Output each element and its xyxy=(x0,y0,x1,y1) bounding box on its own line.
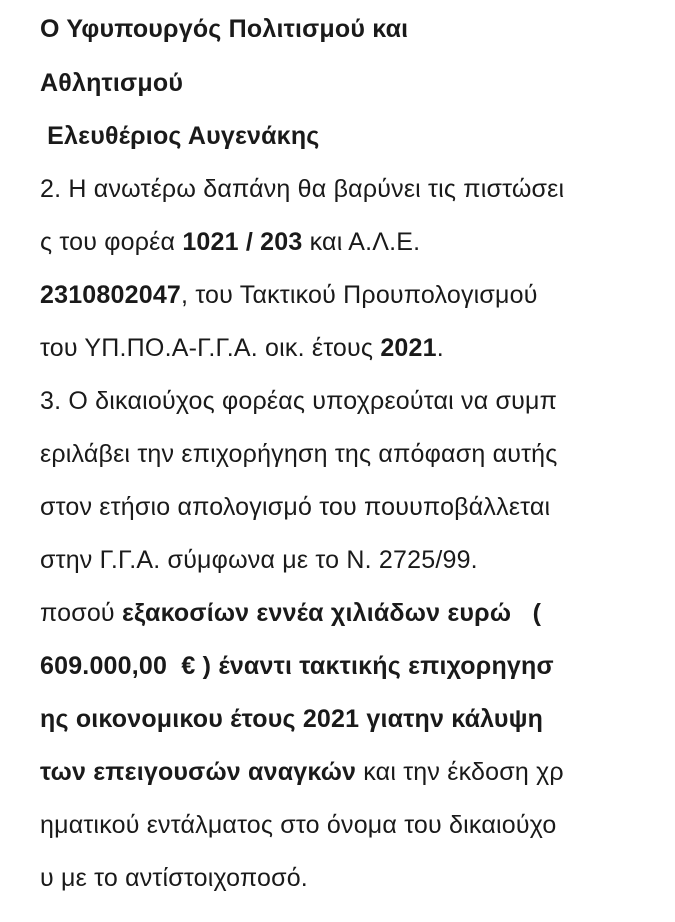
text-run: ς του φορέα xyxy=(40,228,183,256)
urgent-needs-text: των επειγουσών αναγκών xyxy=(40,758,357,786)
paragraph-2-line-4 xyxy=(40,333,444,363)
amount-in-words: εξακοσίων εννέα χιλιάδων ευρώ ( xyxy=(121,599,542,627)
text-run: και την έκδοση χρ xyxy=(356,758,564,786)
fiscal-year: 2021 xyxy=(380,334,437,362)
text-run: και Α.Λ.Ε. xyxy=(302,228,421,256)
paragraph-3-line-2: εριλάβει την επιχορήγηση της απόφαση αυτής xyxy=(40,440,558,468)
signer-name: Ελευθέριος Αυγενάκης xyxy=(40,122,320,150)
amount-line-3: ης οικονομικου έτους 2021 γιατην κάλυψη xyxy=(40,705,544,733)
text-run: , του Τακτικού Προυπολογισμού xyxy=(181,281,538,309)
paragraph-2-line-2 xyxy=(40,227,420,257)
amount-line-6: υ με το αντίστοιχοποσό. xyxy=(40,864,308,892)
amount-line-5: ηματικού εντάλματος στο όνομα του δικαιούχο xyxy=(40,811,557,839)
agency-code: 1021 / 203 xyxy=(182,228,303,256)
paragraph-3-line-1: 3. Ο δικαιούχος φορέας υποχρεούται να συμπ xyxy=(40,387,558,415)
paragraph-2-line-1: 2. Η ανωτέρω δαπάνη θα βαρύνει τις πιστώσει xyxy=(40,175,565,203)
minister-title-line-2: Αθλητισμού xyxy=(40,69,184,97)
amount-line-1 xyxy=(40,598,541,628)
paragraph-3-line-4: στην Γ.Γ.Α. σύμφωνα με το Ν. 2725/99. xyxy=(40,546,478,574)
text-run: ποσού xyxy=(40,599,122,627)
amount-line-4 xyxy=(40,757,564,787)
ale-code: 2310802047 xyxy=(40,281,182,309)
text-run: . xyxy=(436,334,444,362)
paragraph-2-line-3 xyxy=(40,280,538,310)
minister-title-line-1: Ο Υφυπουργός Πολιτισμού και xyxy=(40,15,409,43)
text-run: του ΥΠ.ΠΟ.Α-Γ.Γ.Α. οικ. έτους xyxy=(40,334,381,362)
amount-line-2: 609.000,00 € ) έναντι τακτικής επιχορηγησ xyxy=(40,652,554,680)
paragraph-3-line-3: στον ετήσιο απολογισμό του πουυποβάλλεται xyxy=(40,493,551,521)
